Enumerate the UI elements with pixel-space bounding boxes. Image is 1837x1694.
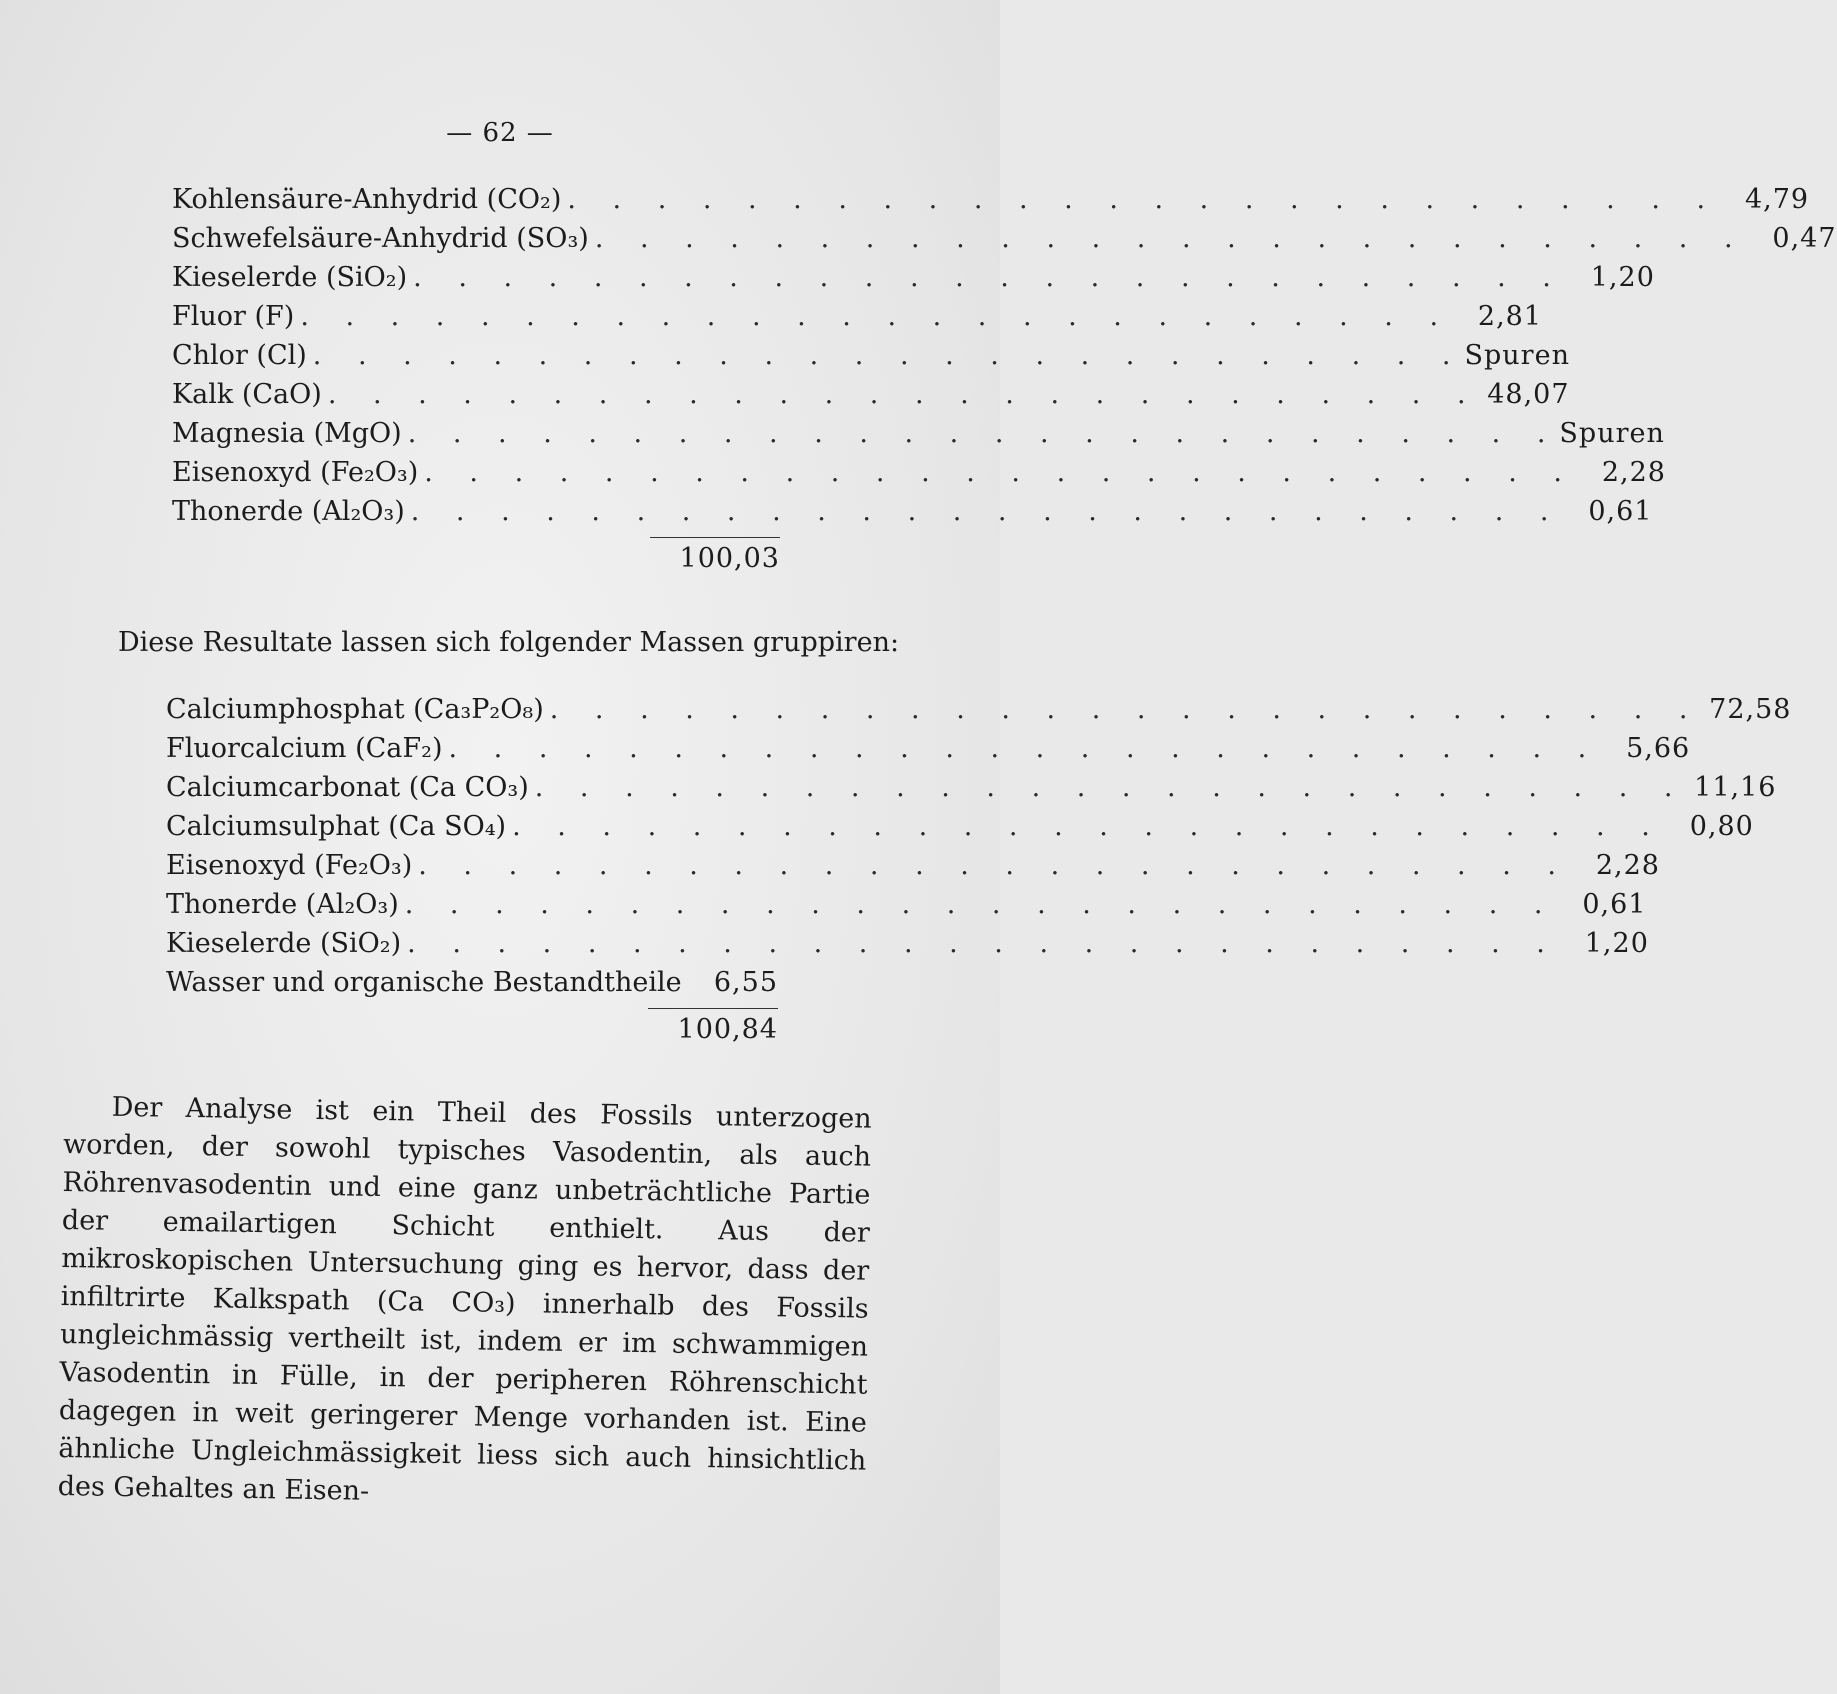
row-value: 2,28	[1601, 457, 1666, 488]
table-row	[166, 807, 1754, 846]
row-label: Thonerde (Al₂O₃)	[172, 496, 405, 527]
row-value: 0,47	[1772, 223, 1837, 254]
row-label: Kieselerde (SiO₂)	[166, 928, 402, 959]
row-label: Wasser und organische Bestandtheile	[166, 967, 682, 998]
row-value: 1,20	[1584, 928, 1649, 959]
row-label: Kohlensäure-Anhydrid (CO₂)	[172, 184, 562, 215]
table-row	[172, 258, 1655, 297]
dot-leader: . . . . . . . . . . . . . . . . . . . . . . . . . .	[410, 496, 1563, 527]
table-row	[166, 924, 1649, 963]
table-row	[166, 768, 1777, 807]
intro-sentence: Diese Resultate lassen sich folgender Massen gruppiren:	[118, 627, 900, 658]
row-value: 6,55	[713, 967, 778, 998]
row-value: 2,28	[1595, 850, 1660, 881]
dot-leader: . . . . . . . . . . . . . . . . . . . . . . . . . .	[418, 850, 1570, 881]
row-label: Schwefelsäure-Anhydrid (SO₃)	[172, 223, 589, 254]
row-label: Kalk (CaO)	[172, 379, 322, 410]
analysis-table	[172, 180, 1837, 580]
table-row	[172, 297, 1543, 336]
row-value: 0,61	[1582, 889, 1647, 920]
dot-leader: . . . . . . . . . . . . . . . . . . . . . . . . . .	[413, 262, 1565, 293]
table-row	[172, 453, 1666, 492]
row-value: 48,07	[1487, 379, 1570, 410]
row-value: 0,80	[1689, 811, 1754, 842]
table-row	[172, 492, 1653, 531]
row-label: Eisenoxyd (Fe₂O₃)	[166, 850, 413, 881]
table-row	[166, 729, 1691, 768]
dot-leader: . . . . . . . . . . . . . . . . . . . . . . . . . .	[567, 184, 1720, 215]
row-value: Spuren	[1464, 340, 1570, 371]
row-value: 1,20	[1590, 262, 1655, 293]
table-row	[166, 885, 1647, 924]
row-value: 4,79	[1744, 184, 1810, 215]
dot-leader: . . . . . . . . . . . . . . . . . . . . . . . . . .	[594, 223, 1747, 254]
dot-leader: . . . . . . . . . . . . . . . . . . . . . . . . . .	[300, 301, 1453, 332]
row-value: 5,66	[1626, 733, 1691, 764]
row-label: Calciumphosphat (Ca₃P₂O₈)	[166, 694, 544, 725]
dot-leader: . . . . . . . . . . . . . . . . . . . . . . . . . .	[312, 340, 1465, 371]
dot-leader: . . . . . . . . . . . . . . . . . . . . . . . . . .	[534, 772, 1687, 803]
row-label: Calciumcarbonat (Ca CO₃)	[166, 772, 529, 803]
row-label: Magnesia (MgO)	[172, 418, 402, 449]
row-label: Fluorcalcium (CaF₂)	[166, 733, 443, 764]
dot-leader: . . . . . . . . . . . . . . . . . . . . . . . . . .	[424, 457, 1576, 488]
row-value: 11,16	[1694, 772, 1777, 803]
table-row	[166, 690, 1792, 729]
table-row	[166, 963, 778, 1002]
grouped-total: 100,84	[677, 1014, 778, 1045]
table-row	[172, 336, 1570, 375]
table-row	[172, 180, 1810, 219]
dot-leader: . . . . . . . . . . . . . . . . . . . . . . . . . .	[407, 928, 1559, 959]
row-label: Kieselerde (SiO₂)	[172, 262, 408, 293]
row-label: Eisenoxyd (Fe₂O₃)	[172, 457, 419, 488]
dot-leader: . . . . . . . . . . . . . . . . . . . . . . . . . .	[327, 379, 1480, 410]
row-value: 72,58	[1709, 694, 1792, 725]
paragraph-text: Der Analyse ist ein Theil des Fossils unterzogen worden, der sowohl typisches Vasodentin, als auch Röhrenvasodentin und eine ganz unbeträchtliche Partie der emailartigen Schicht enthielt. Aus der mikroskopischen Untersuchung ging es hervor, dass der infiltrirte Kalkspath (Ca CO₃) innerhalb des Fossils ungleichmässig vertheilt ist, indem er im schwammigen Vasodentin in Fülle, in der peripheren Röhrenschicht dagegen in weit geringerer Menge vorhanden ist. Eine ähnliche Ungleichmässigkeit liess sich auch hinsichtlich des Gehaltes an Eisen-	[57, 1091, 872, 1507]
dot-leader: . . . . . . . . . . . . . . . . . . . . . . . . . .	[407, 418, 1560, 449]
dot-leader: . . . . . . . . . . . . . . . . . . . . . . . . . .	[448, 733, 1601, 764]
page-number: — 62 —	[446, 118, 554, 148]
table-row	[172, 414, 1665, 453]
table-row	[166, 846, 1660, 885]
body-paragraph	[57, 1088, 871, 1519]
row-label: Fluor (F)	[172, 301, 295, 332]
analysis-rows	[172, 180, 1837, 531]
row-value: 2,81	[1477, 301, 1543, 332]
row-value: Spuren	[1559, 418, 1665, 449]
dot-leader: . . . . . . . . . . . . . . . . . . . . . . . . . .	[512, 811, 1664, 842]
row-label: Calciumsulphat (Ca SO₄)	[166, 811, 507, 842]
grouped-rows	[166, 690, 1792, 1002]
table-row	[172, 375, 1570, 414]
row-value: 0,61	[1588, 496, 1653, 527]
grouped-table	[166, 690, 1792, 1051]
table-row	[172, 219, 1837, 258]
dot-leader: . . . . . . . . . . . . . . . . . . . . . . . . . .	[404, 889, 1557, 920]
analysis-total: 100,03	[679, 543, 780, 574]
dot-leader: . . . . . . . . . . . . . . . . . . . . . . . . . .	[549, 694, 1702, 725]
row-label: Chlor (Cl)	[172, 340, 307, 371]
row-label: Thonerde (Al₂O₃)	[166, 889, 399, 920]
